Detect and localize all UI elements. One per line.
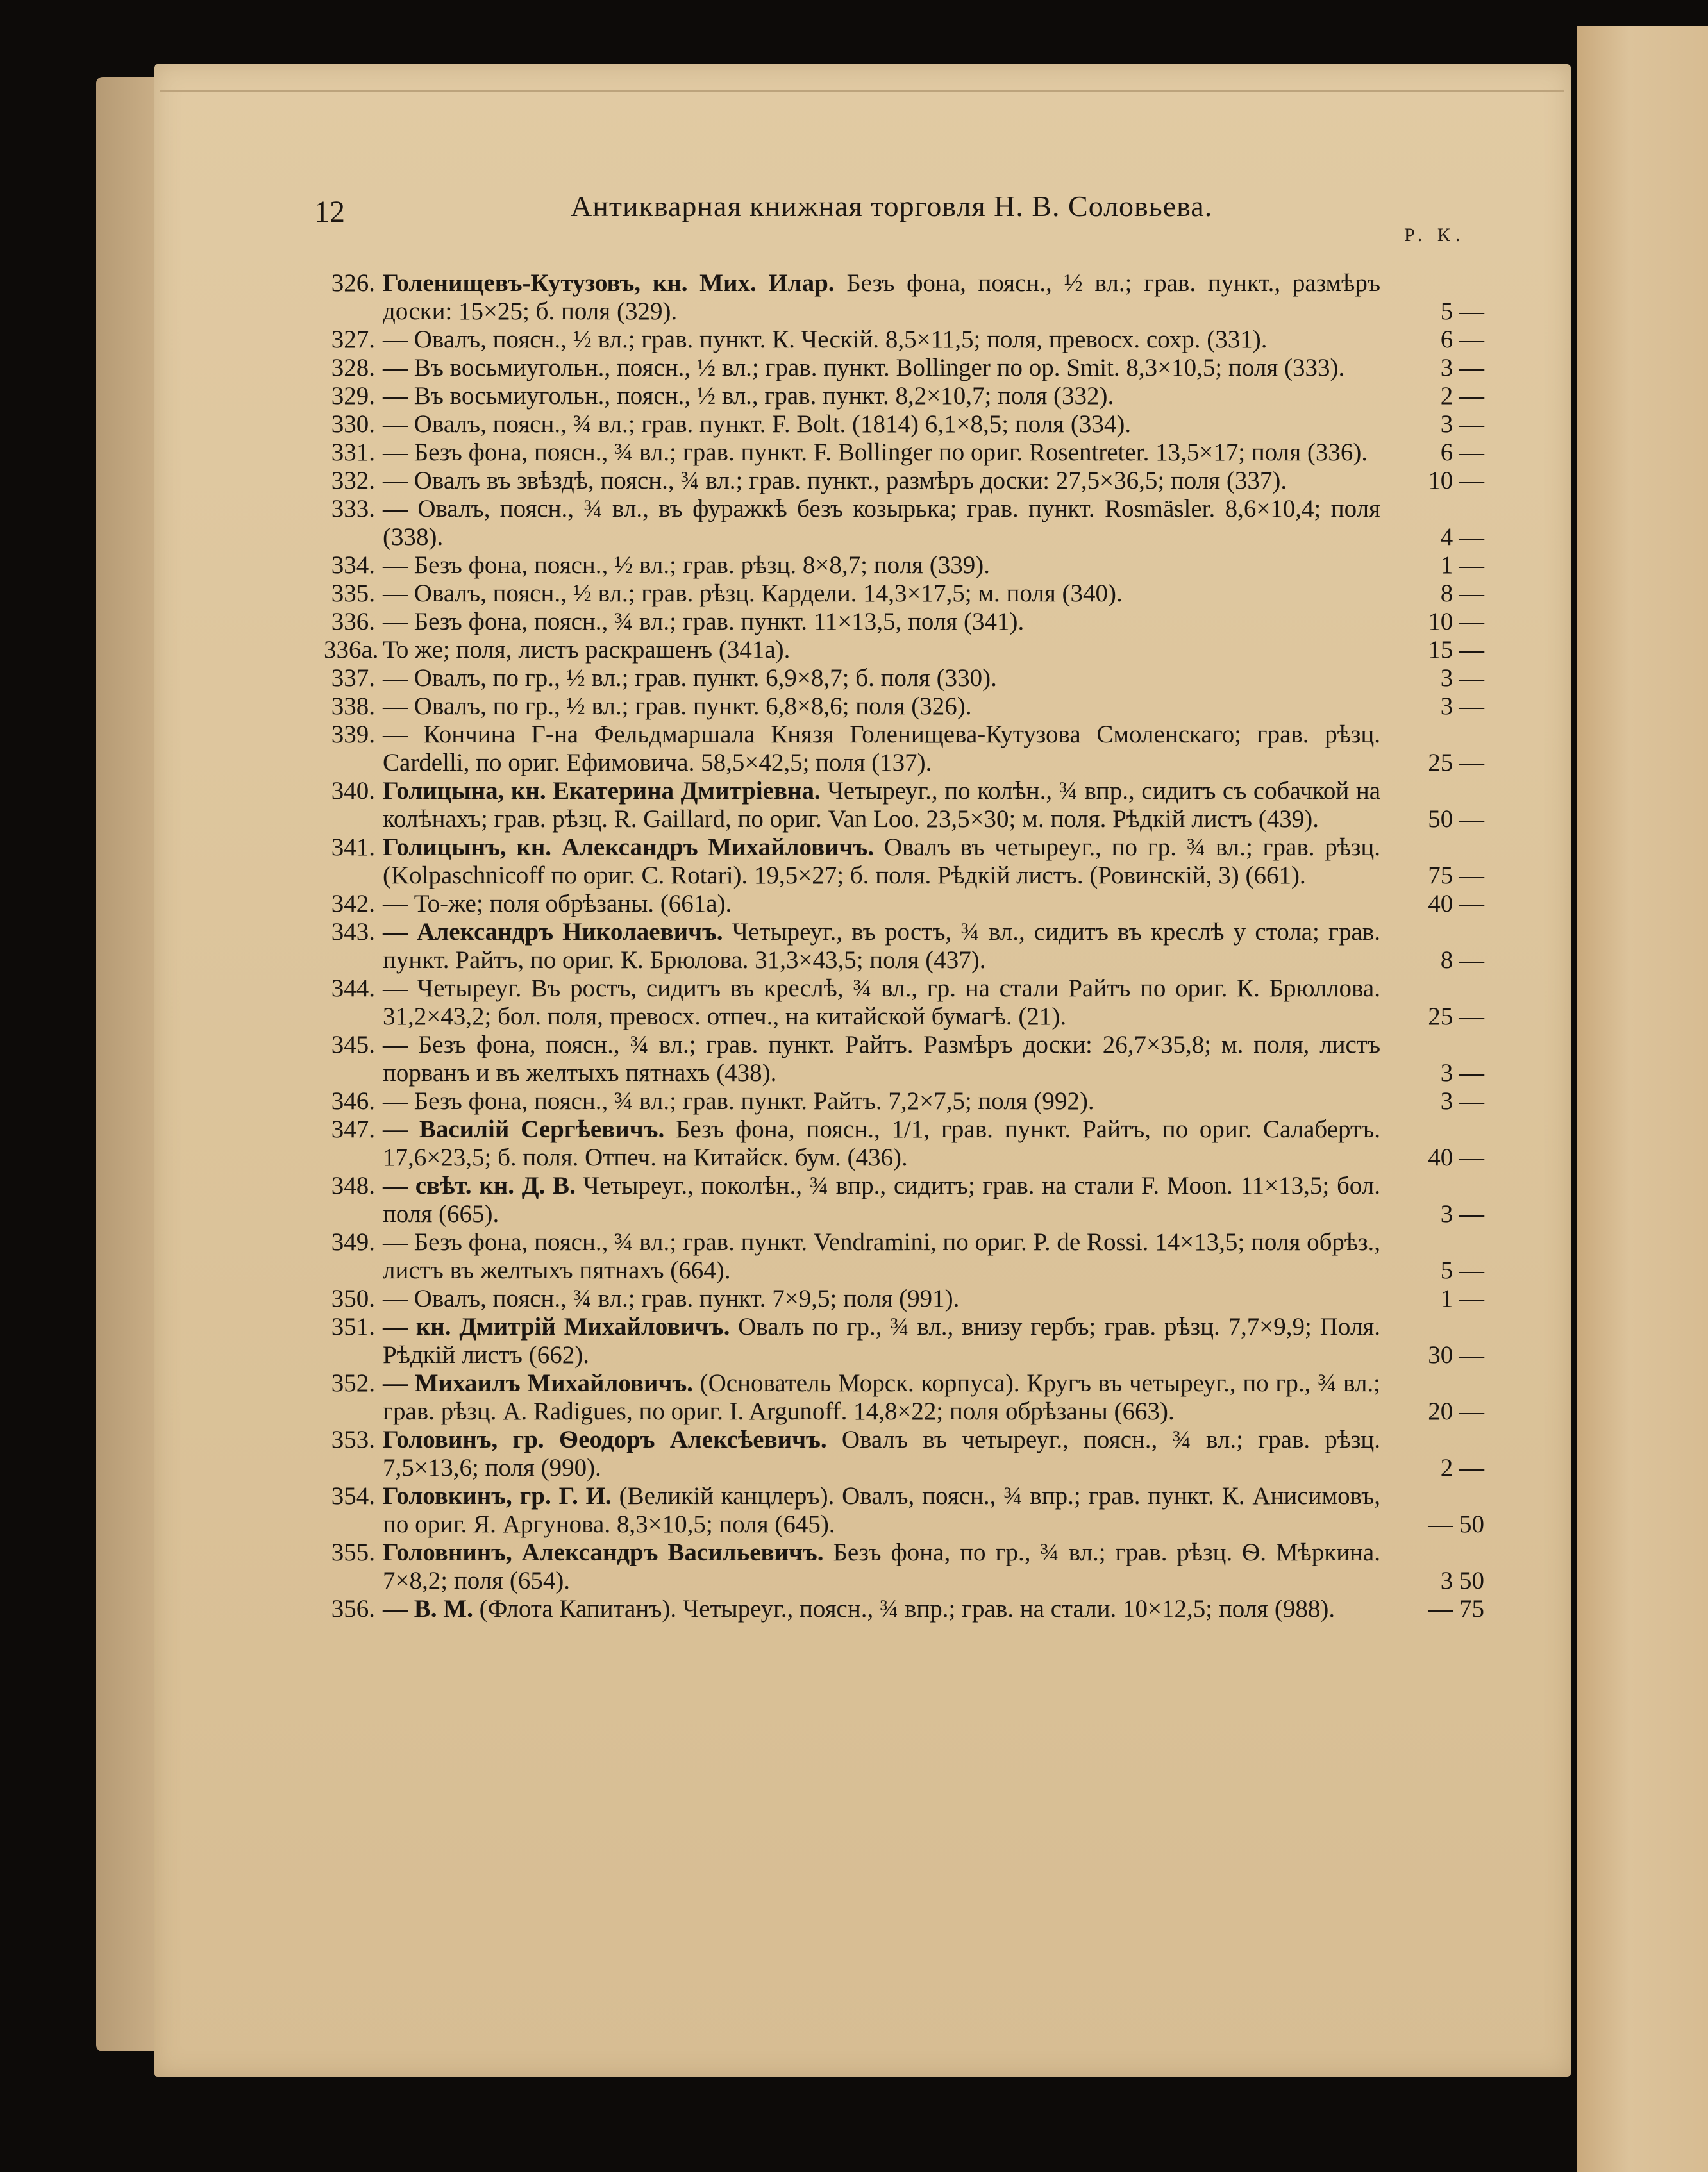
entry-description [383,1313,1380,1369]
catalog-entry [324,608,1484,636]
entry-description [383,1426,1380,1482]
entry-price: 6 — [1440,326,1484,353]
catalog-entry [324,1426,1484,1482]
entry-price: — 50 [1428,1510,1484,1538]
catalog-entry [324,269,1484,326]
entry-name: — В. М. [383,1595,473,1623]
entry-text: — Въ восьмиугольн., поясн., ½ вл., грав. пункт. 8,2×10,7; поля (332). [383,382,1114,410]
entry-number: 347. [331,1115,375,1143]
catalog-entry [324,890,1484,918]
entry-name: — Александръ Николаевичъ. [383,918,723,946]
catalog-entry [324,1285,1484,1313]
entry-description [383,1285,1380,1313]
catalog-entry [324,439,1484,467]
entry-text: — Овалъ въ звѣздѣ, поясн., ¾ вл.; грав. пункт., размѣръ доски: 27,5×36,5; поля (337). [383,467,1287,494]
entry-description [383,974,1380,1031]
catalog-entry [324,580,1484,608]
entry-text: — Овалъ, поясн., ¾ вл.; грав. пункт. F. Bolt. (1814) 6,1×8,5; поля (334). [383,410,1132,438]
page-header [314,176,1487,228]
entry-description [383,890,1380,918]
entry-text: Четыреуг., въ ростъ, ¾ вл., сидитъ въ креслѣ у стола; грав. пункт. Райтъ, по ориг. К. Брюлова. 31,3×43,5; поля (437). [383,918,1380,974]
catalog-entry [324,467,1484,495]
entry-price: 2 — [1440,1454,1484,1482]
entry-number: 348. [331,1172,375,1199]
entry-text: — Въ восьмиугольн., поясн., ½ вл.; грав. пункт. Bollinger по ор. Smit. 8,3×10,5; поля (333). [383,354,1345,381]
entry-text: — Безъ фона, поясн., ¾ вл.; грав. пункт. Vendramini, по ориг. P. de Rossi. 14×13,5; поля обрѣз., листъ въ желтыхъ пятнахъ (664). [383,1228,1380,1284]
entry-description [383,608,1380,636]
entry-name: — Михаилъ Михайловичъ. [383,1369,693,1397]
entry-number: 337. [331,664,375,692]
catalog-entry [324,777,1484,833]
entry-description [383,382,1380,410]
entry-number: 356. [331,1595,375,1623]
entry-description [383,495,1380,551]
entry-description [383,1228,1380,1285]
entry-text: (Флота Капитанъ). Четыреуг., поясн., ¾ впр.; грав. на стали. 10×12,5; поля (988). [479,1595,1335,1623]
entry-price: 3 — [1440,1200,1484,1228]
entry-price: 3 — [1440,1087,1484,1115]
catalog-entry [324,1115,1484,1172]
entry-text: Четыреуг., по колѣн., ¾ впр., сидитъ съ собачкой на колѣнахъ; грав. рѣзц. R. Gaillard, по ориг. Van Loo. 23,5×30; м. поля. Рѣдкій листъ (439). [383,777,1381,833]
entry-description [383,439,1380,467]
entry-text: — Овалъ, по гр., ½ вл.; грав. пункт. 6,9×8,7; б. поля (330). [383,664,997,692]
catalog-entry [324,833,1484,890]
catalog-entry [324,918,1484,974]
entry-number: 344. [331,974,375,1002]
entry-description [383,692,1380,721]
entry-name: — свѣт. кн. Д. В. [383,1172,576,1199]
entry-number: 338. [331,692,375,720]
entry-description [383,1539,1380,1595]
entry-description [383,1087,1380,1115]
entry-description [383,1482,1380,1539]
entry-name: Голицынъ, кн. Александръ Михайловичъ. [383,833,875,861]
entry-number: 333. [331,495,375,522]
entry-number: 329. [331,382,375,410]
entry-number: 346. [331,1087,375,1115]
entry-price: 20 — [1428,1398,1484,1425]
catalog-entry [324,382,1484,410]
entry-number: 340. [331,777,375,805]
entry-description [383,721,1380,777]
catalog-entry [324,1228,1484,1285]
entry-description [383,551,1380,580]
catalog-entry [324,664,1484,692]
entry-description [383,918,1380,974]
entry-number: 327. [331,326,375,353]
entry-description [383,354,1380,382]
entry-text: — Безъ фона, поясн., ¾ вл.; грав. пункт. F. Bollinger по ориг. Rosentreter. 13,5×17; поля (336). [383,439,1368,466]
entry-name: Голенищевъ-Кутузовъ, кн. Мих. Илар. [383,269,835,297]
adjacent-page-edge [1577,26,1708,2172]
entry-number: 336. [331,608,375,635]
entry-description [383,636,1380,664]
entry-text: Безъ фона, поясн., ½ вл.; грав. пункт., размѣръ доски: 15×25; б. поля (329). [383,269,1381,325]
entry-number: 354. [331,1482,375,1510]
catalog-entry [324,551,1484,580]
running-title: Антикварная книжная торговля Н. В. Соловьева. [571,190,1213,222]
entry-text: Безъ фона, поясн., 1/1, грав. пункт. Райтъ, по ориг. Салабертъ. 17,6×23,5; б. поля. Отпеч. на Китайск. бум. (436). [383,1115,1380,1171]
entry-number: 345. [331,1031,375,1058]
catalog-entry [324,1595,1484,1623]
entry-description [383,410,1380,439]
catalog-entry [324,1482,1484,1539]
entry-price: 3 — [1440,692,1484,720]
entry-text: — Овалъ, поясн., ¾ вл., въ фуражкѣ безъ козырька; грав. пункт. Rosmäsler. 8,6×10,4; поля (338). [383,495,1380,551]
entry-number: 353. [331,1426,375,1453]
entry-text: Овалъ въ четыреуг., поясн., ¾ вл.; грав. рѣзц. 7,5×13,6; поля (990). [383,1426,1380,1482]
entry-number: 330. [331,410,375,438]
entry-description [383,1595,1380,1623]
entry-description [383,1031,1380,1087]
entry-price: 40 — [1428,890,1484,917]
entry-text: — Безъ фона, поясн., ¾ вл.; грав. пункт. 11×13,5, поля (341). [383,608,1025,635]
entry-price: 3 — [1440,354,1484,381]
entry-text: Безъ фона, по гр., ¾ вл.; грав. рѣзц. Ѳ. Мѣркина. 7×8,2; поля (654). [383,1539,1380,1594]
entry-name: Головинъ, гр. Ѳеодоръ Алексѣевичъ. [383,1426,827,1453]
entry-text: — Безъ фона, поясн., ½ вл.; грав. рѣзц. 8×8,7; поля (339). [383,551,990,579]
entry-price: 8 — [1440,946,1484,974]
entry-price: 25 — [1428,749,1484,776]
entry-text: — Овалъ, поясн., ¾ вл.; грав. пункт. 7×9,5; поля (991). [383,1285,960,1312]
catalog-entry [324,1369,1484,1426]
entry-number: 352. [331,1369,375,1397]
page-top-fold [160,90,1564,92]
entry-text: — Овалъ, поясн., ½ вл.; грав. пункт. К. Ческій. 8,5×11,5; поля, превосх. сохр. (331). [383,326,1268,353]
entry-price: 5 — [1440,1257,1484,1284]
entry-number: 350. [331,1285,375,1312]
entry-description [383,1115,1380,1172]
entry-name: — кн. Дмитрій Михайловичъ. [383,1313,730,1341]
entry-number: 349. [331,1228,375,1256]
entry-description [383,833,1380,890]
entry-price: 1 — [1440,1285,1484,1312]
entry-price: 10 — [1428,608,1484,635]
entry-number: 343. [331,918,375,946]
entry-price: 3 — [1440,664,1484,692]
entry-number: 339. [331,721,375,748]
entry-text: — Безъ фона, поясн., ¾ вл.; грав. пункт. Райтъ. Размѣръ доски: 26,7×35,8; м. поля, листъ порванъ и въ желтыхъ пятнахъ (438). [383,1031,1380,1087]
catalog-entry [324,1313,1484,1369]
entry-number: 351. [331,1313,375,1341]
entry-price: 40 — [1428,1144,1484,1171]
entry-text: Овалъ по гр., ¾ вл., внизу гербъ; грав. рѣзц. 7,7×9,9; Поля. Рѣдкій листъ (662). [383,1313,1380,1369]
entry-price: 4 — [1440,523,1484,551]
entry-number: 332. [331,467,375,494]
entry-name: Голицына, кн. Екатерина Дмитріевна. [383,777,821,805]
entry-name: Головнинъ, Александръ Васильевичъ. [383,1539,824,1566]
entry-text: — Овалъ, по гр., ½ вл.; грав. пункт. 6,8×8,6; поля (326). [383,692,972,720]
entry-text: — Безъ фона, поясн., ¾ вл.; грав. пункт. Райтъ. 7,2×7,5; поля (992). [383,1087,1094,1115]
entry-number: 335. [331,580,375,607]
entry-price: 3 — [1440,410,1484,438]
entry-price: 75 — [1428,862,1484,889]
entry-description [383,269,1380,326]
entry-text: — То-же; поля обрѣзаны. (661а). [383,890,732,917]
entry-description [383,1172,1380,1228]
catalog-entry [324,1172,1484,1228]
catalog-entry [324,1087,1484,1115]
entry-price: 1 — [1440,551,1484,579]
catalog-entry [324,326,1484,354]
entry-description [383,467,1380,495]
entry-text: Четыреуг., поколѣн., ¾ впр., сидитъ; грав. на стали F. Moon. 11×13,5; бол. поля (665). [383,1172,1380,1228]
entry-price: 6 — [1440,439,1484,466]
entry-price: 2 — [1440,382,1484,410]
catalog-entry [324,721,1484,777]
catalog-entry [324,974,1484,1031]
entry-price: — 75 [1428,1595,1484,1623]
entry-name: — Василій Сергѣевичъ. [383,1115,665,1143]
catalog-entry [324,354,1484,382]
entry-description [383,777,1380,833]
entry-text: (Великій канцлеръ). Овалъ, поясн., ¾ впр.; грав. пункт. К. Анисимовъ, по ориг. Я. Аргунова. 8,3×10,5; поля (645). [383,1482,1381,1538]
catalog-entry [324,1031,1484,1087]
entry-text: — Кончина Г-на Фельдмаршала Князя Голенищева-Кутузова Смоленскаго; грав. рѣзц. Cardelli, по ориг. Ефимовича. 58,5×42,5; поля (137). [383,721,1380,776]
entry-price: 3 — [1440,1059,1484,1087]
entry-description [383,664,1380,692]
entry-price: 10 — [1428,467,1484,494]
entry-number: 342. [331,890,375,917]
entry-number: 331. [331,439,375,466]
entry-number: 355. [331,1539,375,1566]
catalog-entry [324,410,1484,439]
entry-price: 3 50 [1440,1567,1484,1594]
catalog-entries [324,269,1484,1623]
entry-text: (Основатель Морск. корпуса). Кругъ въ четыреуг., по гр., ¾ вл.; грав. рѣзц. A. Radigues, по ориг. I. Argunoff. 14,8×22; поля обрѣзаны (663). [383,1369,1381,1425]
entry-price: 30 — [1428,1341,1484,1369]
entry-number: 334. [331,551,375,579]
entry-number: 336а. [324,636,379,664]
catalog-entry [324,636,1484,664]
catalog-entry [324,692,1484,721]
currency-column-header: Р. К. [1404,224,1466,246]
entry-price: 50 — [1428,805,1484,833]
entry-description [383,580,1380,608]
entry-text: То же; поля, листъ раскрашенъ (341а). [383,636,791,664]
entry-description [383,1369,1380,1426]
entry-name: Головкинъ, гр. Г. И. [383,1482,612,1510]
catalog-entry [324,495,1484,551]
entry-text: — Овалъ, поясн., ½ вл.; грав. рѣзц. Кардели. 14,3×17,5; м. поля (340). [383,580,1123,607]
catalog-entry [324,1539,1484,1595]
entry-price: 15 — [1428,636,1484,664]
page-number: 12 [314,195,345,229]
entry-text: Овалъ въ четыреуг., по гр. ¾ вл.; грав. рѣзц. (Kolpaschnicoff по ориг. C. Rotari). 19,5×27; б. поля. Рѣдкій листъ. (Ровинскій, 3) (661). [383,833,1380,889]
entry-price: 5 — [1440,297,1484,325]
entry-price: 25 — [1428,1003,1484,1030]
entry-number: 328. [331,354,375,381]
entry-number: 341. [331,833,375,861]
entry-number: 326. [331,269,375,297]
entry-text: — Четыреуг. Въ ростъ, сидитъ въ креслѣ, ¾ вл., гр. на стали Райтъ по ориг. К. Брюллова. 31,2×43,2; бол. поля, превосх. отпеч., на китайской бумагѣ. (21). [383,974,1380,1030]
entry-price: 8 — [1440,580,1484,607]
entry-description [383,326,1380,354]
